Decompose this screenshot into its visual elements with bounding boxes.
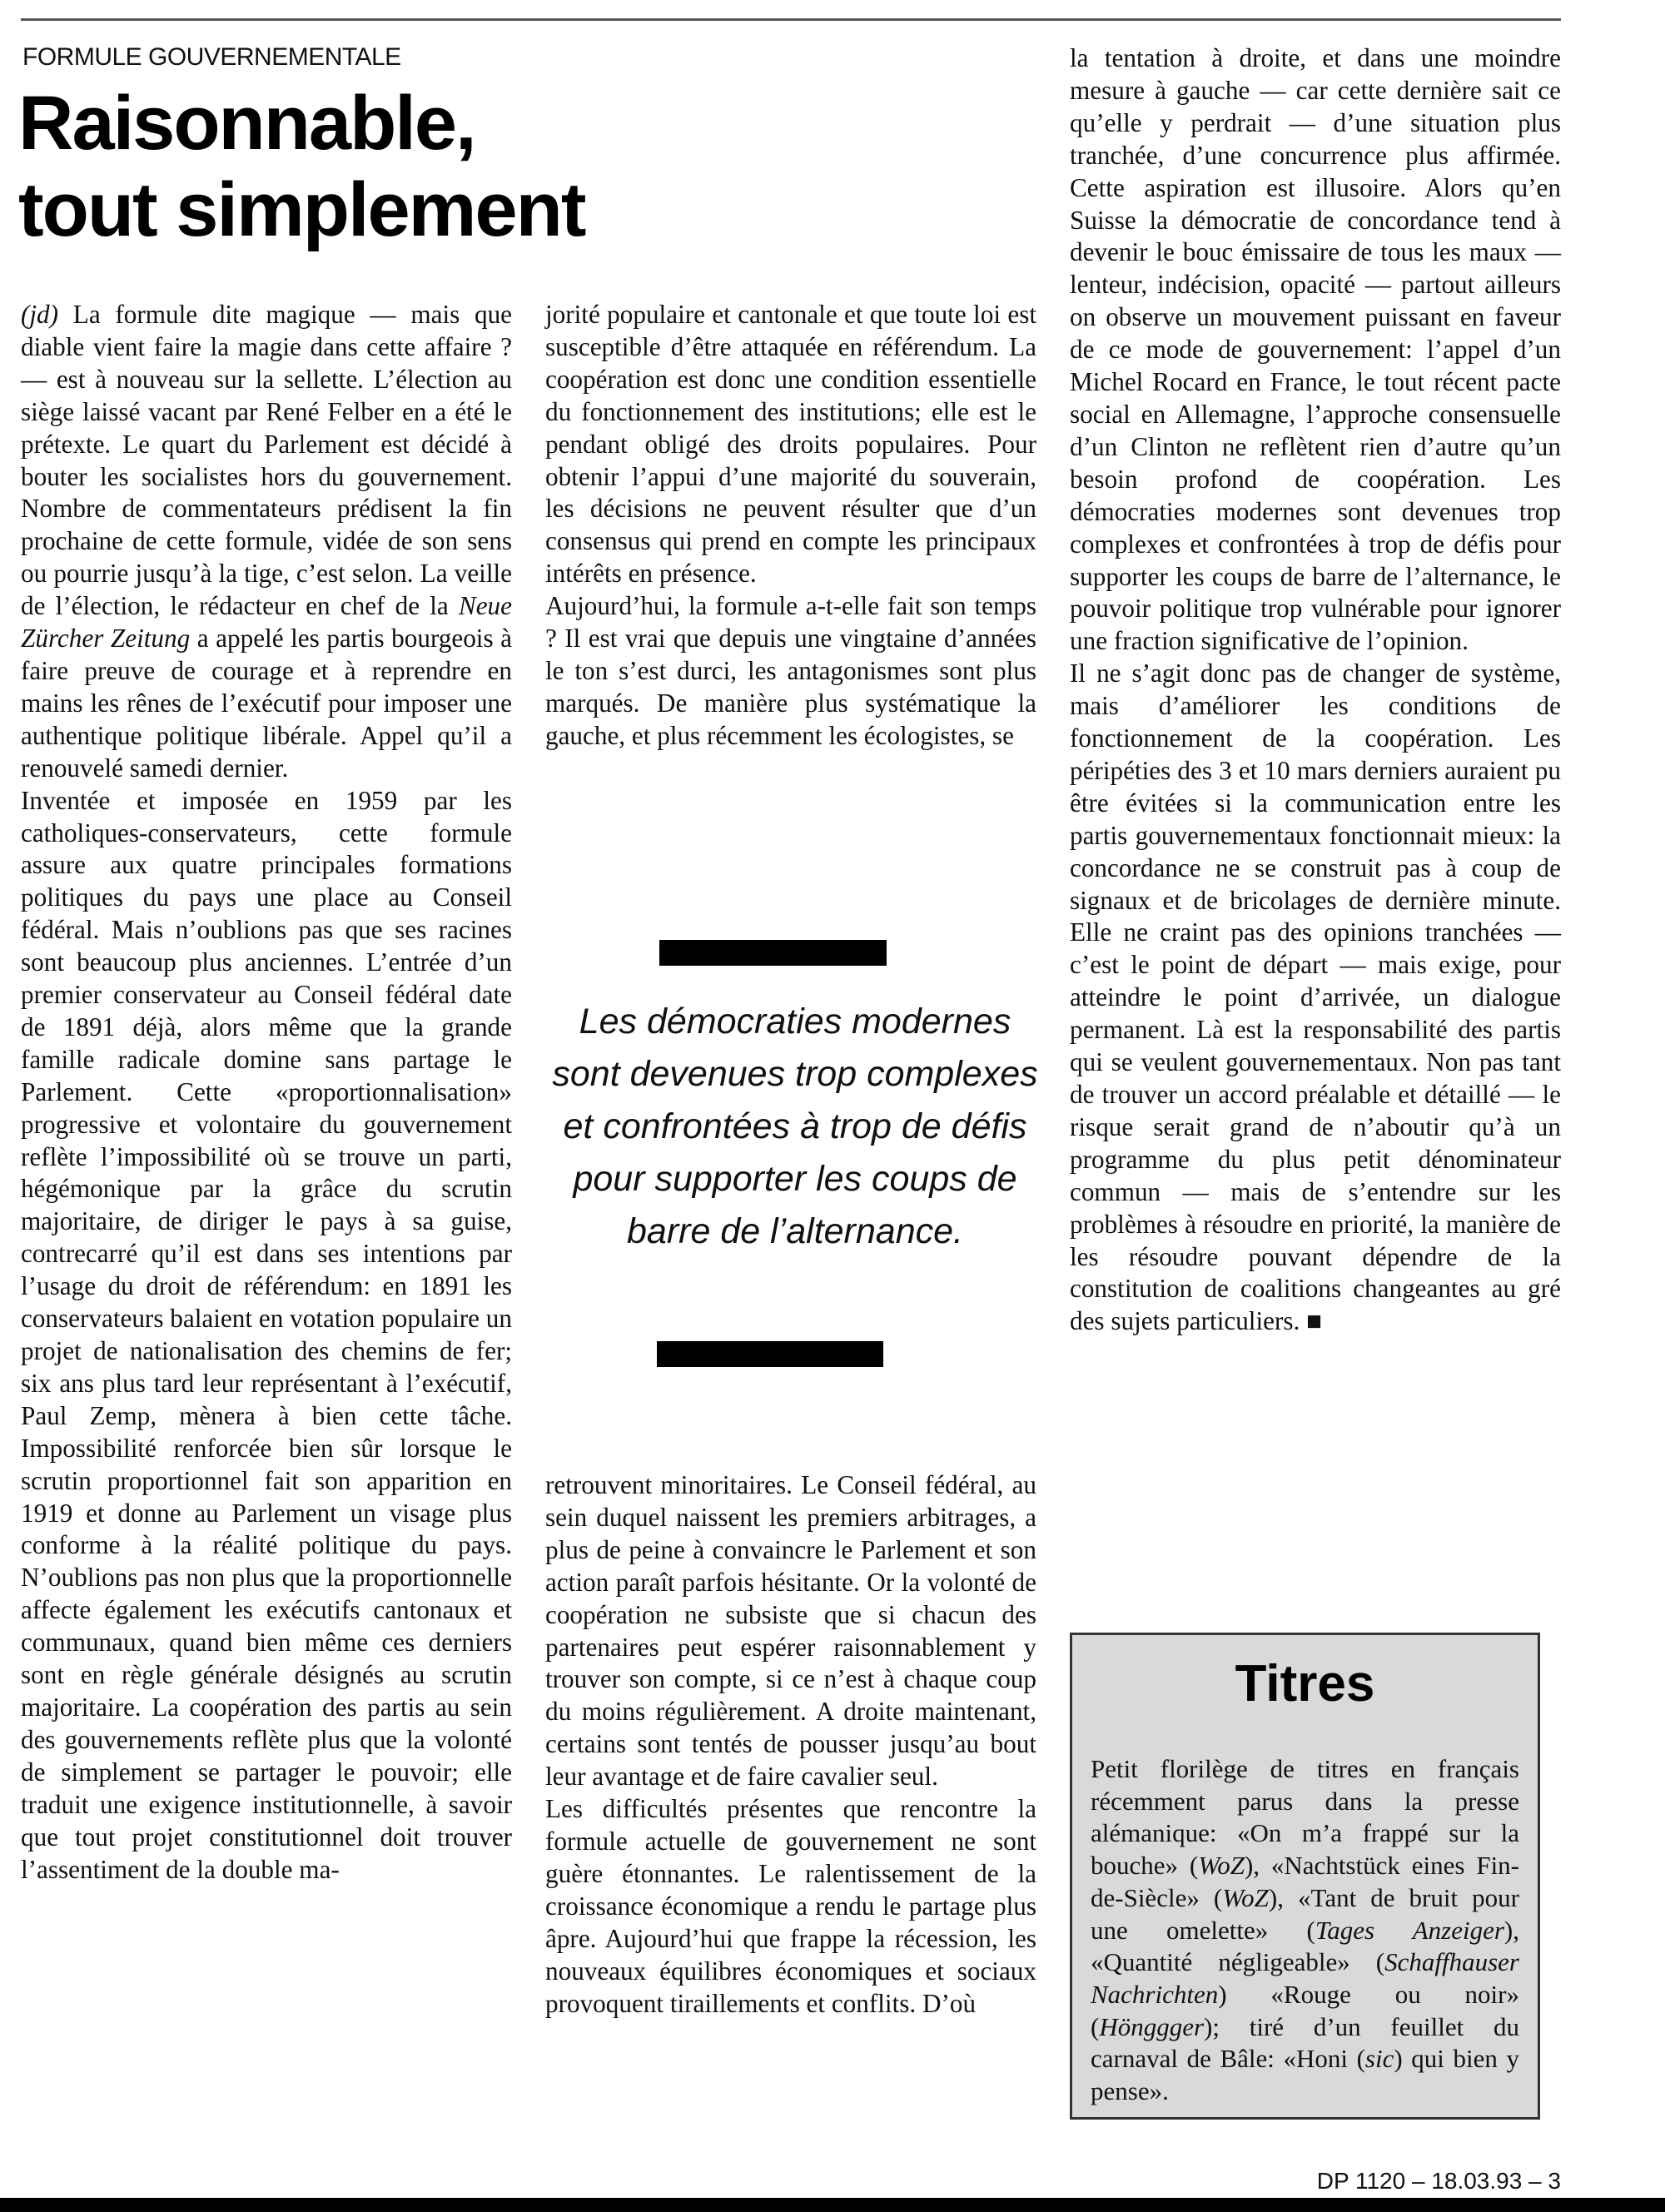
newspaper-name: Neue Zürcher Zeitung [21, 591, 512, 654]
column-3-paragraph-2: Il ne s’agit donc pas de changer de système, mais d’améliorer les conditions de fonctionnement de la coopération. Les péripéties des 3 et 10 mars derniers auraient pu être évitées si la communication entre les partis gouvernementaux fonctionnait mieux: la concordance ne se construit pas à coup de signaux et de bricolages de dernière minute. Elle ne craint pas des opinions tranchées — c’est le point de départ — mais exige, pour atteindre le point d’arrivée, un dialogue permanent. Là est la responsabilité des partis qui se veulent gouvernementaux. Non pas tant de trouver un accord préalable et détaillé — le risque serait grand de n’aboutir qu’à un programme du plus petit dénominateur commun — mais de s’entendre sur les problèmes à résoudre en priorité, la manière de les résoudre pouvant dépendre de la constitution de coalitions changeantes au gré des sujets particuliers. ■ [1070, 659, 1561, 1336]
column-2-paragraph-2: Aujourd’hui, la formule a-t-elle fait son temps ? Il est vrai que depuis une vingtaine d’années le ton s’est durci, les antagonismes sont plus marqués. De manière plus systématique la gauche, et plus récemment les écologistes, se [545, 591, 1036, 750]
source-name: Schaffhauser Nachrichten [1091, 1947, 1519, 2009]
sic-note: sic [1364, 2044, 1394, 2074]
article-headline [18, 80, 618, 253]
top-rule [21, 18, 1561, 21]
column-1-paragraph-1: (jd) La formule dite magique — mais que diable vient faire la magie dans cette affaire ? — est à nouveau sur la sellette. L’élection au siège laissé vacant par René Felber en a été le prétexte. Le quart du Parlement est décidé à bouter les socialistes hors du gouvernement. Nombre de commentateurs prédisent la fin prochaine de cette formule, vidée de son sens ou pourrie jusqu’à la tige, c’est selon. La veille de l’élection, le rédacteur en chef de la Neue Zürcher Zeitung a appelé les partis bourgeois à faire preuve de courage et à reprendre en mains les rênes de l’exécutif pour imposer une authentique politique libérale. Appel qu’il a renouvelé samedi dernier. [21, 300, 512, 783]
pull-quote-top-bar [659, 940, 887, 966]
pull-quote: Les démocraties modernes sont devenues trop complexes et confrontées à trop de défis pour supporter les coups de barre de l’alternance. [552, 1002, 1038, 1251]
source-name: Hönggger [1099, 2011, 1205, 2041]
sidebar-text: Petit florilège de titres en français récemment parus dans la presse alémanique: «On m’a frappé sur la bouche» (WoZ), «Nachtstück eines Fin-de-Siècle» (WoZ), «Tant de bruit pour une omelette» (Tages Anzeiger), «Quantité négligeable» (Schaffhauser Nachrichten) «Rouge ou noir» (Hönggger); tiré d’un feuillet du carnaval de Bâle: «Honi (sic) qui bien y pense». [1091, 1754, 1520, 2106]
column-2-paragraph-4: Les difficultés présentes que rencontre la formule actuelle de gouvernement ne sont guère étonnantes. Le ralentissement de la croissance économique a rendu le partage plus âpre. Aujourd’hui que frappe la récession, les nouveaux équilibres économiques et sociaux provoquent tiraillements et conflits. D’où [545, 1794, 1036, 2018]
author-byline: (jd) [21, 300, 59, 329]
column-1-paragraph-2: Inventée et imposée en 1959 par les catholiques-conservateurs, cette formule assure aux quatre principales formations politiques du pays une place au Conseil fédéral. Mais n’oublions pas que ses racines sont beaucoup plus anciennes. L’entrée d’un premier conservateur au Conseil fédéral date de 1891 déjà, alors même que la grande famille radicale domine sans partage le Parlement. Cette «proportionnalisation» progressive et volontaire du gouvernement reflète l’impossibilité où se trouve un parti, hégémonique par la grâce du scrutin majoritaire, de diriger le pays à sa guise, contrecarré qu’il est dans ses intentions par l’usage du droit de référendum: en 1891 les conservateurs balaient en votation populaire un projet de nationalisation des chemins de fer; six ans plus tard leur représentant à l’exécutif, Paul Zemp, mènera à bien cette tâche. Impossibilité renforcée bien sûr lorsque le scrutin proportionnel fait son apparition en 1919 et donne au Parlement un visage plus conforme à la réalité politique du pays. N’oublions pas non plus que la proportionnelle affecte également les exécutifs cantonaux et communaux, quand bien même ces derniers sont en règle générale désignés au scrutin majoritaire. La coopération des partis au sein des gouvernements reflète plus que la volonté de simplement se partager le pouvoir; elle traduit une exigence institutionnelle, à savoir que tout projet constitutionnel doit trouver l’assentiment de la double ma- [21, 785, 512, 1884]
article-column-3 [1070, 42, 1561, 1338]
page-folio: DP 1120 – 18.03.93 – 3 [1316, 2168, 1561, 2194]
headline-line-2: tout simplement [18, 167, 585, 252]
pull-quote-bottom-bar [657, 1341, 883, 1367]
sidebar-title: Titres [1235, 1655, 1375, 1712]
column-2-paragraph-3: retrouvent minoritaires. Le Conseil fédéral, au sein duquel naissent les premiers arbitrages, a plus de peine à convaincre le Parlement et son action paraît parfois hésitante. Or la volonté de coopération ne subsiste que si chacun des partenaires peut espérer raisonnablement y trouver son compte, si ce n’est à chaque coup du moins régulièrement. A droite maintenant, certains sont tentés de pousser jusqu’au bout leur avantage et de faire cavalier seul. [545, 1470, 1036, 1792]
article-column-2-top [545, 299, 1036, 753]
source-name: Tages Anzeiger [1315, 1915, 1504, 1945]
article-kicker: FORMULE GOUVERNEMENTALE [22, 43, 401, 71]
headline-line-1: Raisonnable, [18, 81, 475, 166]
column-2-paragraph-1: jorité populaire et cantonale et que toute loi est susceptible d’être attaquée en référendum. La coopération est donc une condition essentielle du fonctionnement des institutions; elle est le pendant obligé des droits populaires. Pour obtenir l’appui d’une majorité du souverain, les décisions ne peuvent résulter que d’un consensus qui prend en compte les principaux intérêts en présence. [545, 300, 1036, 589]
sidebar-box-titres [1070, 1633, 1540, 2120]
article-column-2-bottom [545, 1469, 1036, 2020]
end-mark-icon: ■ [1306, 1306, 1322, 1336]
column-3-paragraph-1: la tentation à droite, et dans une moindre mesure à gauche — car cette dernière sait ce qu’elle y perdrait — d’une situation plus tranchée, d’une concurrence plus affirmée. Cette aspiration est illusoire. Alors qu’en Suisse la démocratie de concordance tend à devenir le bouc émissaire de tous les maux — lenteur, indécision, opacité — partout ailleurs on observe un mouvement puissant en faveur de ce mode de gouvernement: l’appel d’un Michel Rocard en France, le tout récent pacte social en Allemagne, l’approche consensuelle d’un Clinton ne reflètent rien d’autre qu’un besoin profond de coopération. Les démocraties modernes sont devenues trop complexes et confrontées à trop de défis pour supporter les coups de barre de l’alternance, le pouvoir politique trop vulnérable pour ignorer une fraction significative de l’opinion. [1070, 43, 1561, 656]
article-column-1 [21, 299, 512, 1886]
scan-bottom-edge [0, 2198, 1665, 2212]
source-name: WoZ [1198, 1851, 1245, 1881]
source-name: WoZ [1222, 1882, 1269, 1912]
